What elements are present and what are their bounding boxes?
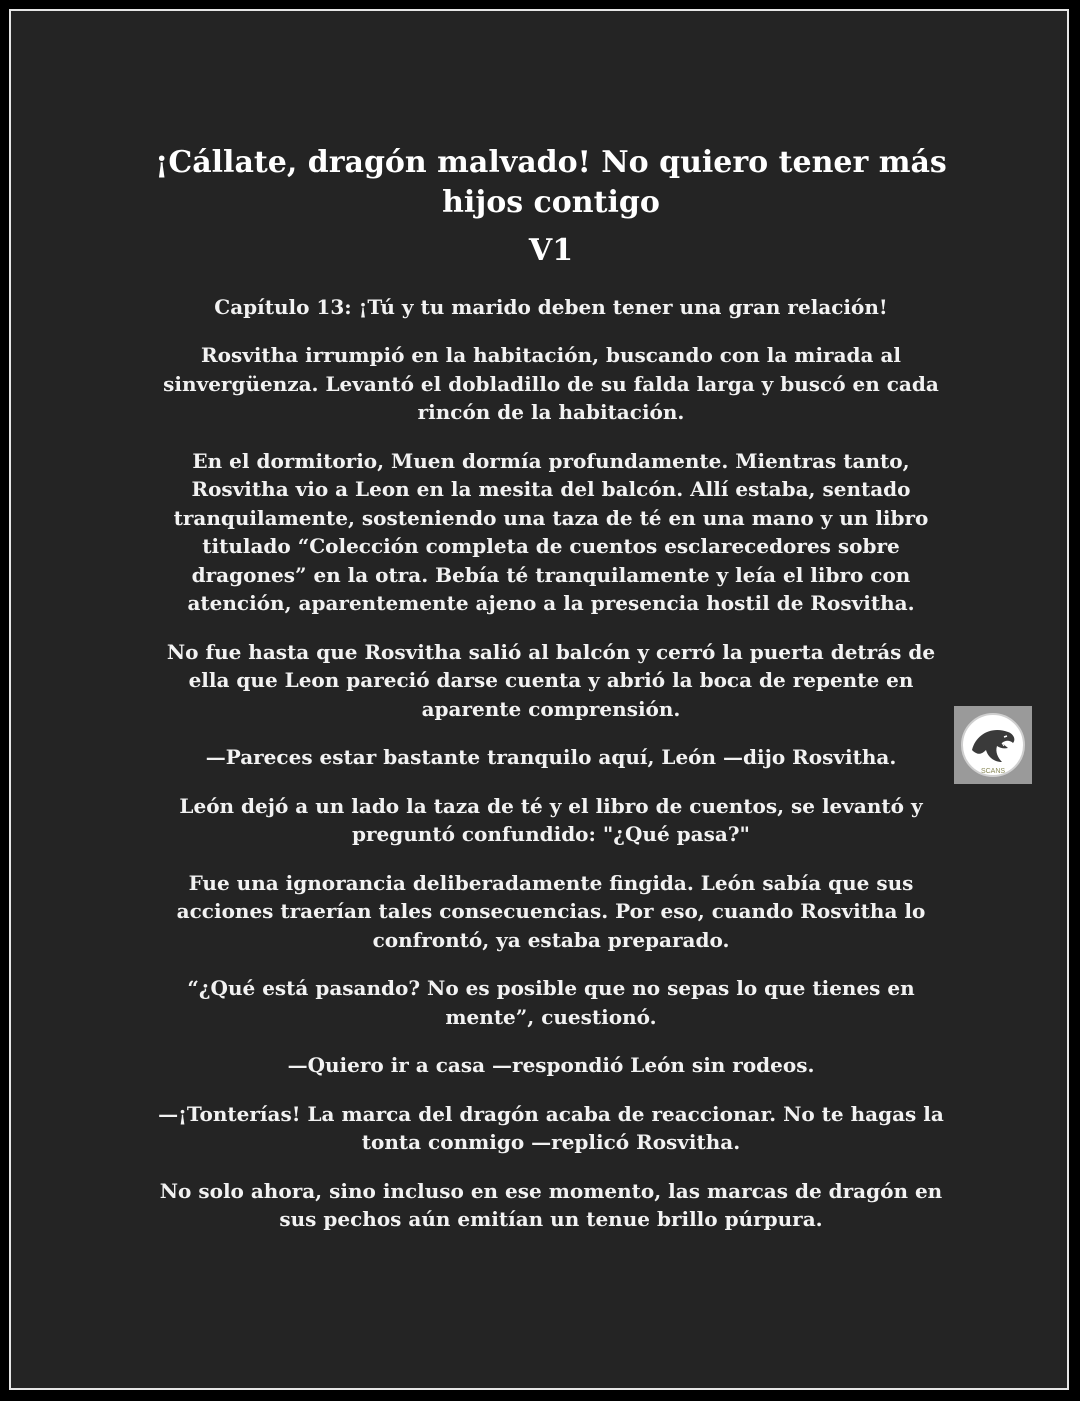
paragraph-10: No solo ahora, sino incluso en ese momento, las marcas de dragón en sus pechos aún emitían un tenue brillo púrpura. bbox=[159, 1178, 943, 1231]
paragraph-1: Rosvitha irrumpió en la habitación, buscando con la mirada al sinvergüenza. Levantó el dobladillo de su falda larga y buscó en cada rincón de la habitación. bbox=[163, 343, 939, 424]
paragraph-8: —Quiero ir a casa —respondió León sin rodeos. bbox=[287, 1053, 815, 1077]
paragraph-9: —¡Tonterías! La marca del dragón acaba de reaccionar. No te hagas la tonta conmigo —replicó Rosvitha. bbox=[158, 1101, 944, 1154]
paragraph-7: “¿Qué está pasando? No es posible que no sepas lo que tienes en mente”, cuestionó. bbox=[187, 976, 915, 1029]
page-frame bbox=[9, 9, 1069, 1390]
volume-label: V1 bbox=[528, 233, 574, 268]
dinosaur-logo-icon bbox=[958, 710, 1028, 780]
novel-title: ¡Cállate, dragón malvado! No quiero tener más hijos contigo bbox=[155, 145, 947, 220]
paragraph-6: Fue una ignorancia deliberadamente fingida. León sabía que sus acciones traerían tales consecuencias. Por eso, cuando Rosvitha lo confrontó, ya estaba preparado. bbox=[176, 870, 926, 952]
chapter-content bbox=[151, 143, 951, 1234]
chapter-heading: Capítulo 13: ¡Tú y tu marido deben tener una gran relación! bbox=[214, 295, 888, 319]
watermark-text: SCANS bbox=[980, 768, 1006, 775]
paragraph-2: En el dormitorio, Muen dormía profundamente. Mientras tanto, Rosvitha vio a Leon en la mesita del balcón. Allí estaba, sentado tranquilamente, sosteniendo una taza de té en una mano y un libro titulado “Colección completa de cuentos esclarecedores sobre dragones” en la otra. Bebía té tranquilamente y leía el libro con atención, aparentemente ajeno a la presencia hostil de Rosvitha. bbox=[173, 448, 929, 615]
scans-watermark-logo bbox=[954, 706, 1032, 784]
paragraph-5: León dejó a un lado la taza de té y el libro de cuentos, se levantó y preguntó confundido: "¿Qué pasa?" bbox=[179, 793, 923, 846]
paragraph-3: No fue hasta que Rosvitha salió al balcón y cerró la puerta detrás de ella que Leon pareció darse cuenta y abrió la boca de repente en aparente comprensión. bbox=[166, 639, 936, 721]
paragraph-4: —Pareces estar bastante tranquilo aquí, León —dijo Rosvitha. bbox=[205, 745, 897, 769]
